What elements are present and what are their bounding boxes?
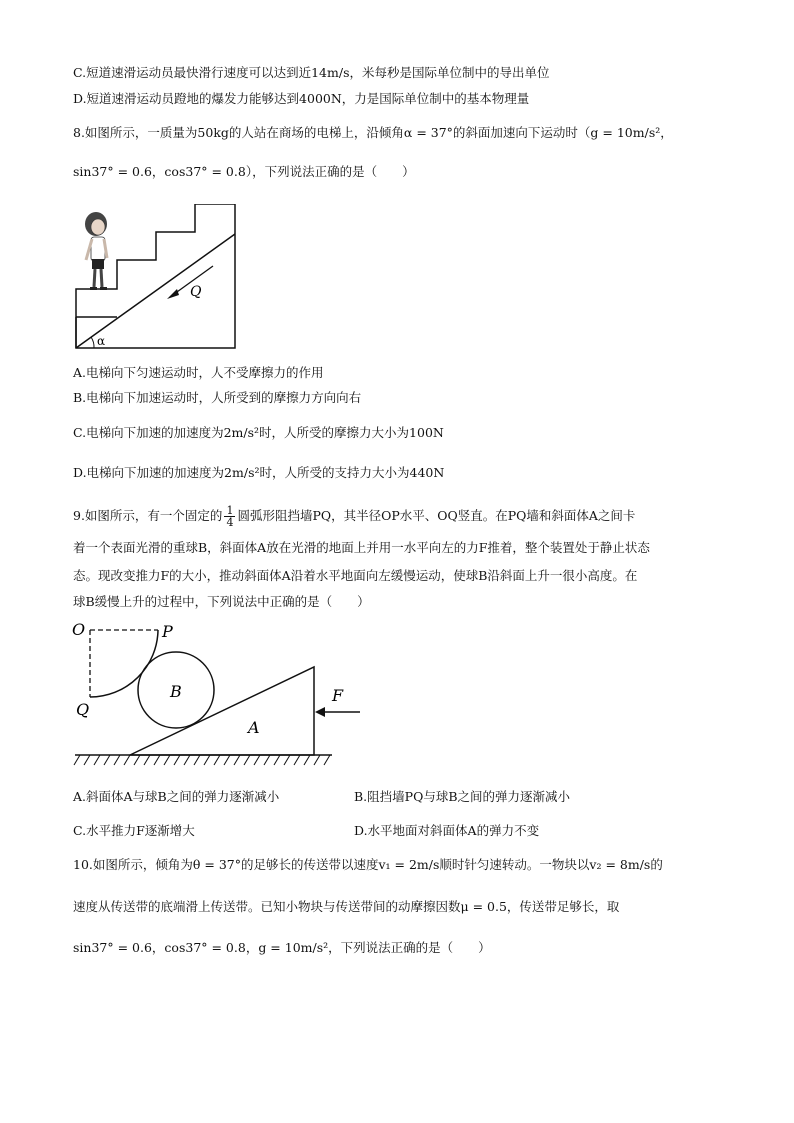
label-q: Q — [76, 700, 90, 719]
q9-stem-line4: 球B缓慢上升的过程中，下列说法中正确的是（ ） — [73, 594, 370, 609]
q8-option-d: D.电梯向下加速的加速度为2m/s²时，人所受的支持力大小为440N — [73, 465, 445, 480]
q10-stem-line2: 速度从传送带的底端滑上传送带。已知小物块与传送带间的动摩擦因数μ = 0.5，传送带足够长，取 — [73, 899, 620, 914]
q9-stem-line1 — [73, 505, 635, 528]
q9-option-d: D.水平地面对斜面体A的弹力不变 — [354, 823, 540, 838]
q8-option-a: A.电梯向下匀速运动时，人不受摩擦力的作用 — [73, 365, 324, 380]
label-f: F — [332, 686, 344, 705]
q9-option-c: C.水平推力F逐渐增大 — [73, 823, 195, 838]
q9-option-b: B.阻挡墙PQ与球B之间的弹力逐渐减小 — [354, 789, 571, 804]
label-alpha: α — [97, 334, 106, 348]
label-o: O — [72, 620, 86, 639]
q7-option-c: C.短道速滑运动员最快滑行速度可以达到近14m/s，米每秒是国际单位制中的导出单位 — [73, 65, 550, 80]
q10-stem-line3: sin37° = 0.6，cos37° = 0.8，g = 10m/s²，下列说法正确的是（ ） — [73, 940, 491, 955]
q9-stem-line2: 着一个表面光滑的重球B，斜面体A放在光滑的地面上并用一水平向左的力F推着，整个装置处于静止状态 — [73, 540, 650, 555]
label-p: P — [162, 622, 173, 641]
label-q: Q — [190, 284, 202, 300]
person-icon — [85, 212, 107, 290]
q8-option-c: C.电梯向下加速的加速度为2m/s²时，人所受的摩擦力大小为100N — [73, 425, 444, 440]
q8-stem-line1: 8.如图所示，一质量为50kg的人站在商场的电梯上，沿倾角α = 37°的斜面加速向下运动时（g = 10m/s²， — [73, 125, 673, 140]
q8-stem-line2: sin37° = 0.6，cos37° = 0.8），下列说法正确的是（ ） — [73, 164, 415, 179]
q9-stem-pre: 9.如图所示，有一个固定的 — [73, 508, 223, 523]
label-b: B — [170, 682, 182, 701]
q8-escalator-figure — [70, 204, 250, 354]
wedge-a — [130, 667, 314, 755]
label-a: A — [248, 718, 260, 737]
quarter-fraction: $\frac{1}{4}$ — [226, 504, 234, 529]
q9-wall-ball-wedge-figure — [70, 615, 370, 775]
q7-option-d: D.短道速滑运动员蹬地的爆发力能够达到4000N，力是国际单位制中的基本物理量 — [73, 91, 530, 106]
q8-option-b: B.电梯向下加速运动时，人所受到的摩擦力方向向右 — [73, 390, 362, 405]
q9-stem-post: 圆弧形阻挡墙PQ，其半径OP水平、OQ竖直。在PQ墙和斜面体A之间卡 — [237, 508, 636, 523]
q10-stem-line1: 10.如图所示，倾角为θ = 37°的足够长的传送带以速度v₁ = 2m/s顺时针匀速转动。一物块以v₂ = 8m/s的 — [73, 857, 663, 872]
q9-option-a: A.斜面体A与球B之间的弹力逐渐减小 — [73, 789, 280, 804]
q9-stem-line3: 态。现改变推力F的大小，推动斜面体A沿着水平地面向左缓慢运动，使球B沿斜面上升一很小高度。在 — [73, 568, 638, 583]
